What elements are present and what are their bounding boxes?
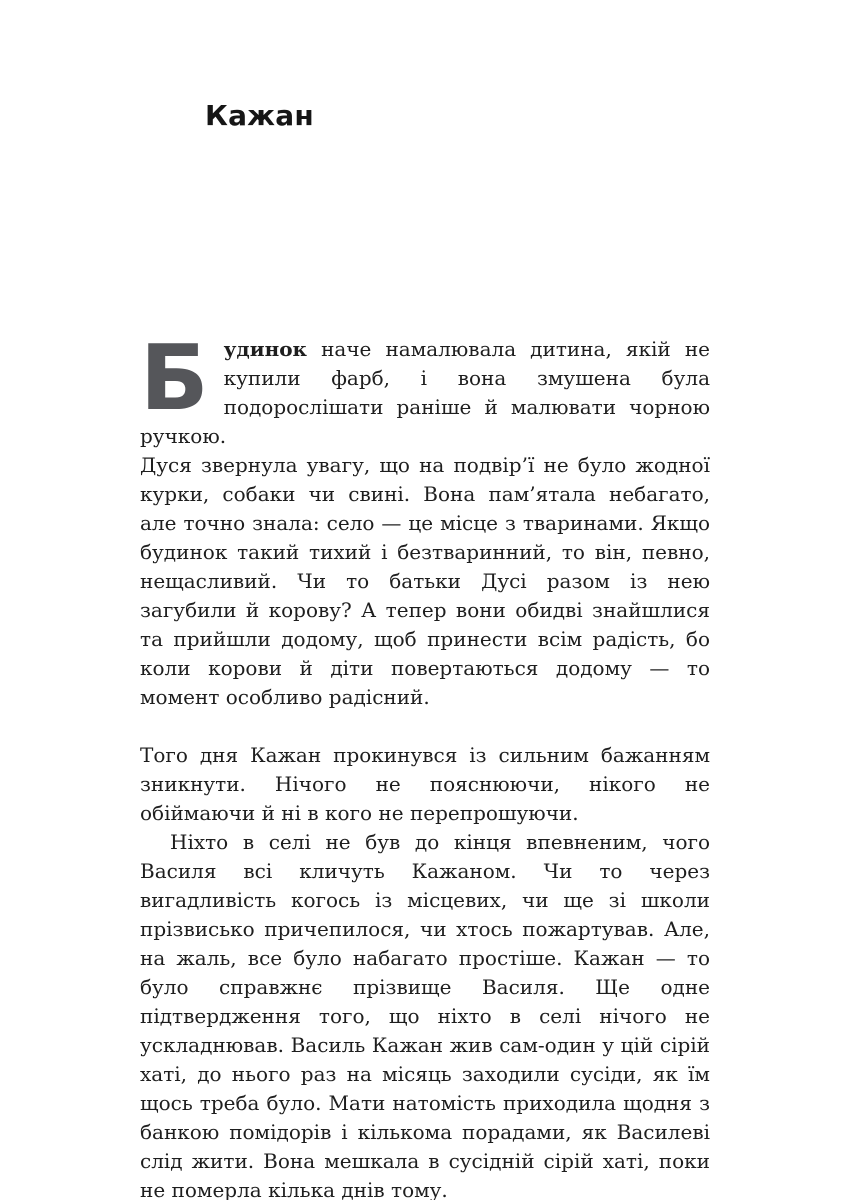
paragraph: Ніхто в селі не був до кінця впевненим, чого Василя всі кличуть Кажаном. Чи то через вигадливість когось із місцевих, чи ще зі школи прізвисько причепилося, чи хтось пожартував. Але, на жаль, все було набагато простіше. Кажан — то було справжнє прізвище Василя. Ще одне підтвердження того, що ніхто в селі нічого не ускладнював. Василь Кажан жив сам-один у цій сірій хаті, до нього раз на місяць заходили сусіди, як їм щось треба було. Мати натомість приходила щодня з банкою помідорів і кількома порадами, як Василеві слід жити. Вона мешкала в сусідній сірій хаті, поки не померла кілька днів тому.: [140, 830, 710, 1200]
chapter-title: Кажан: [205, 99, 314, 132]
body-text: [140, 326, 710, 1200]
opening-paragraph-text: наче намалювала дитина, якій не купили фарб, і вона змушена була подорослішати раніше й малювати чорною ручкою.: [140, 337, 710, 448]
paragraph: Того дня Кажан прокинувся із сильним бажанням зникнути. Нічого не пояснюючи, нікого не обіймаючи й ні в кого не перепрошуючи.: [140, 743, 710, 825]
paragraph: Дуся звернула увагу, що на подвір’ї не було жодної курки, собаки чи свині. Вона пам’ятала небагато, але точно знала: село — це місце з тваринами. Якщо будинок такий тихий і безтваринний, то він, певно, нещасливий. Чи то батьки Дусі разом із нею загубили й корову? А тепер вони обидві знайшлися та прийшли додому, щоб принести всім радість, бо коли корови й діти повертаються додому — то момент особливо радісний.: [140, 453, 710, 709]
opening-paragraph: [140, 326, 710, 451]
lead-word: удинок: [223, 337, 307, 361]
drop-cap: Б: [140, 326, 209, 431]
